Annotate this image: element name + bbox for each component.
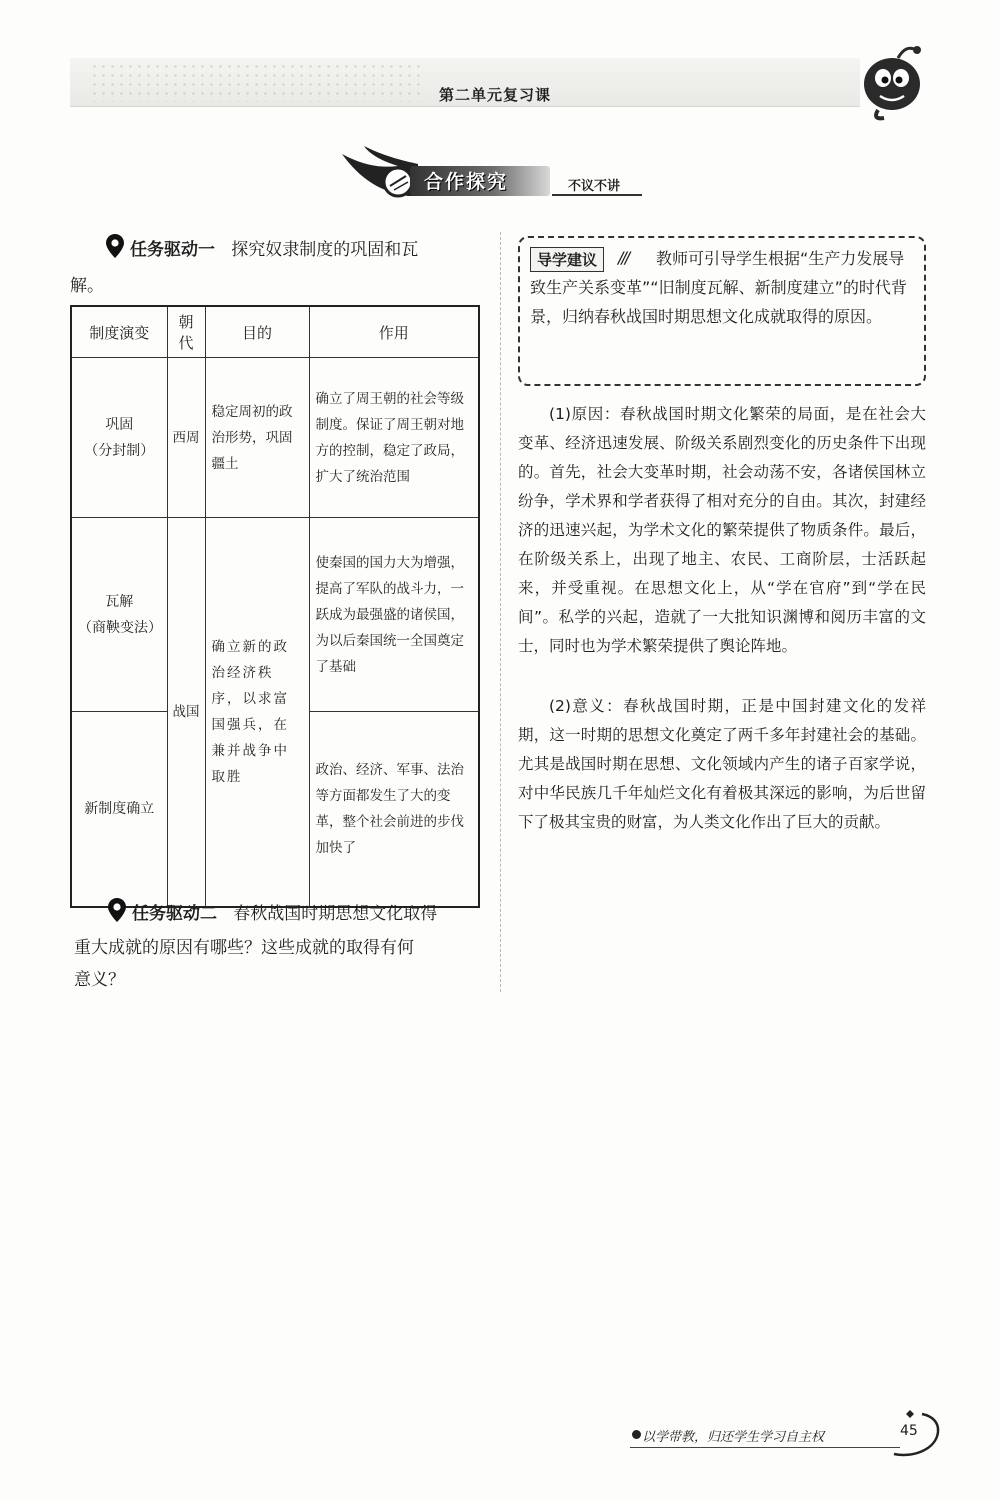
- answer-paragraph-significance: (2)意义：春秋战国时期，正是中国封建文化的发祥期，这一时期的思想文化奠定了两千多年封建社会的基础。尤其是战国时期在思想、文化领域内产生的诸子百家学说，对中华民族几千年灿烂文化有着极其深远的影响，为后世留下了极其宝贵的财富，为人类文化作出了巨大的贡献。: [518, 697, 926, 831]
- task2-heading: [108, 898, 488, 933]
- table-cell-stage: [71, 518, 167, 712]
- table-cell-effect: 使秦国的国力大为增强，提高了军队的战斗力，一跃成为最强盛的诸侯国，为以后秦国统一全国奠定了基础: [309, 518, 479, 712]
- header-dot-pattern: [90, 62, 420, 102]
- footer-rule: [630, 1447, 900, 1448]
- table-cell-stage: [71, 358, 167, 518]
- task1-heading: [106, 234, 486, 269]
- stage-name: 瓦解: [105, 593, 134, 610]
- table-cell-purpose: 确立新的政治经济秩序，以求富国强兵，在兼并战争中取胜: [205, 518, 309, 907]
- stage-note: （商鞅变法）: [78, 619, 162, 636]
- table-header-row: [71, 306, 479, 358]
- table-cell-effect: 确立了周王朝的社会等级制度。保证了周王朝对地方的控制，稳定了政局，扩大了统治范围: [309, 358, 479, 518]
- banner-subtitle: 不议不讲: [568, 179, 621, 194]
- mascot-icon: [850, 40, 930, 122]
- stage-note: （分封制）: [84, 442, 155, 459]
- table-cell-stage: 新制度确立: [71, 712, 167, 907]
- task1-text-line1: 探究奴隶制度的巩固和瓦: [231, 240, 419, 260]
- table-header-cell: 作用: [309, 306, 479, 358]
- table-cell-dynasty: 战国: [167, 518, 205, 907]
- page-number: 45: [900, 1423, 918, 1439]
- guidance-slash-decoration: ///: [618, 248, 629, 267]
- table-cell-effect: 政治、经济、军事、法治等方面都发生了大的变革，整个社会前进的步伐加快了: [309, 712, 479, 907]
- task2-text-line2: 重大成就的原因有哪些？这些成就的取得有何: [74, 938, 414, 958]
- table-header-cell: 制度演变: [71, 306, 167, 358]
- location-pin-icon: [108, 898, 126, 933]
- task1-text-line2: 解。: [70, 276, 104, 296]
- banner-underline: [552, 194, 642, 196]
- task1-label: 任务驱动一: [130, 240, 215, 260]
- answer-paragraph-reason: (1)原因：春秋战国时期文化繁荣的局面，是在社会大变革、经济迅速发展、阶级关系剧烈变化的历史条件下出现的。首先，社会大变革时期，社会动荡不安，各诸侯国林立纷争，学术界和学者获得了相对充分的自由。其次，封建经济的迅速兴起，为学术文化的繁荣提供了物质条件。最后，在阶级关系上，出现了地主、农民、工商阶层，士活跃起来，并受重视。在思想文化上，从“学在官府”到“学在民间”。私学的兴起，造就了一大批知识渊博和阅历丰富的文士，同时也为学术繁荣提供了舆论阵地。: [518, 405, 926, 655]
- table-cell-dynasty: 西周: [167, 358, 205, 518]
- table-row: [71, 518, 479, 712]
- footer-slogan: 以学带教，归还学生学习自主权: [642, 1430, 825, 1445]
- task2-text-line3: 意义？: [74, 970, 125, 990]
- guidance-text: 教师可引导学生根据“生产力发展导致生产关系变革”“旧制度瓦解、新制度建立”的时代背景，归纳春秋战国时期思想文化成就取得的原因。: [530, 249, 907, 326]
- stage-name: 巩固: [105, 416, 134, 433]
- banner-title: 合作探究: [424, 171, 509, 193]
- guidance-tag: 导学建议: [530, 247, 604, 272]
- location-pin-icon: [106, 234, 124, 269]
- table-header-cell: 目的: [205, 306, 309, 358]
- table-header-cell: 朝代: [167, 306, 205, 358]
- task2-text-line1: 春秋战国时期思想文化取得: [233, 904, 438, 924]
- page-header-title: 第二单元复习课: [438, 86, 551, 104]
- column-divider: [500, 232, 501, 992]
- footer-bullet-icon: [632, 1430, 641, 1439]
- system-evolution-table: [70, 305, 480, 908]
- table-cell-purpose: 稳定周初的政治形势，巩固疆土: [205, 358, 309, 518]
- table-row: [71, 358, 479, 518]
- task2-label: 任务驱动二: [132, 904, 217, 924]
